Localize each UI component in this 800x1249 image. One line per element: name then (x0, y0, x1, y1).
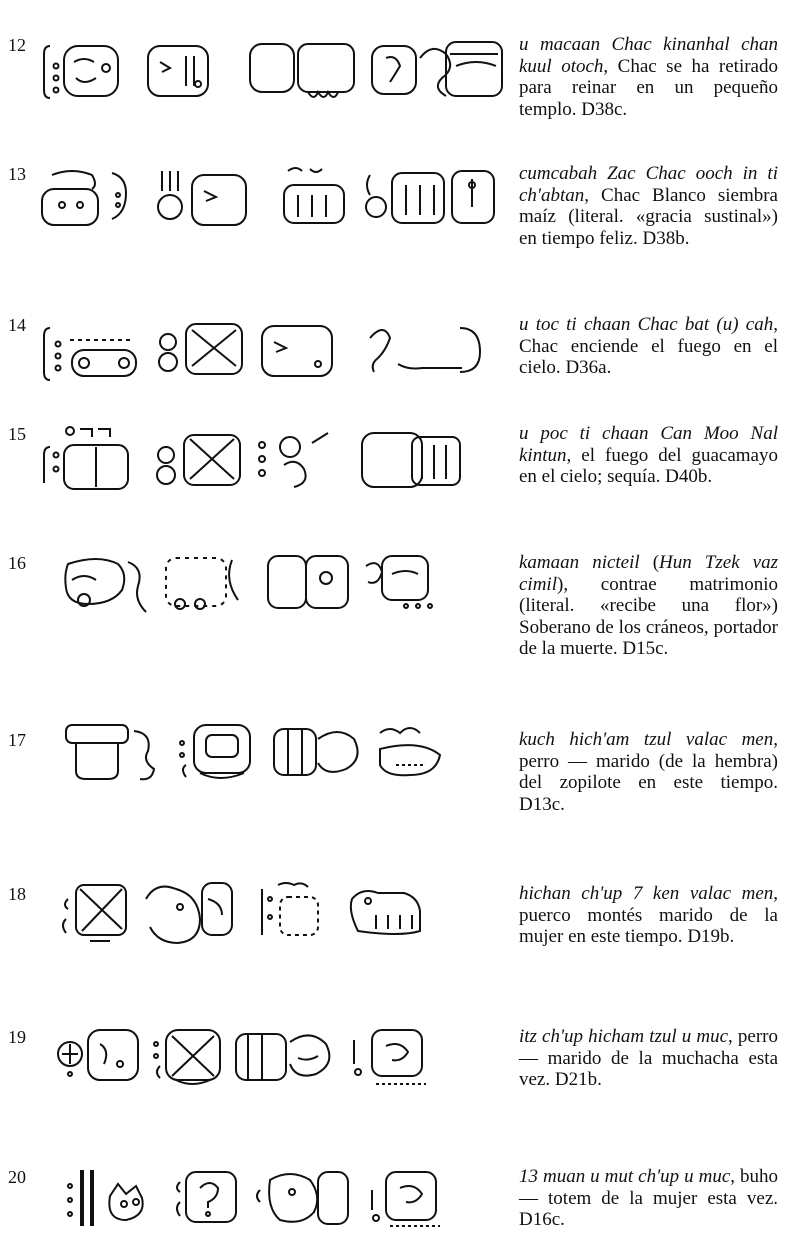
glyph-row (36, 318, 506, 390)
entry-text (519, 34, 778, 120)
maya-glyphs-illustration (36, 1024, 506, 1096)
codex-reference: D13c. (519, 793, 565, 815)
maya-glyphs-illustration (36, 425, 506, 497)
codex-reference: D15c. (622, 638, 669, 659)
entry-text (519, 883, 778, 948)
entry-text (519, 1026, 778, 1091)
mayan-phrase: 13 muan u mut ch'up u muc (519, 1166, 731, 1187)
entry-text (519, 729, 778, 815)
glyph-row (36, 879, 506, 951)
maya-glyphs-illustration (36, 719, 506, 791)
entry-number: 18 (8, 884, 26, 904)
entry-text (519, 1166, 778, 1231)
entry-text (519, 552, 778, 660)
codex-reference: D36a. (565, 357, 612, 378)
glyph-row (36, 425, 506, 497)
mayan-phrase-2: Hun Tzek vaz cimil (519, 552, 778, 595)
spanish-translation: , perro — marido de la muchacha esta vez. (519, 1026, 778, 1090)
entry-text (519, 163, 778, 249)
glyph-row (36, 719, 506, 791)
entry-text (519, 423, 778, 488)
codex-reference: D16c. (519, 1209, 565, 1230)
mayan-phrase: kamaan nicteil (519, 552, 640, 573)
entry-text (519, 314, 778, 379)
entry-number: 13 (8, 164, 26, 184)
maya-glyphs-illustration (36, 38, 506, 110)
spanish-translation: , perro — marido (de la hembra) del zopilote en este tiempo. (519, 729, 778, 793)
maya-glyphs-illustration (36, 318, 506, 390)
paren: ( (639, 552, 660, 573)
glyph-row (36, 38, 506, 110)
mayan-phrase: u toc ti chaan Chac bat (u) cah (519, 314, 774, 335)
entry-number: 19 (8, 1027, 26, 1047)
spanish-translation: , Chac Blanco siembra maíz (literal. «gracia sustinal») en tiempo feliz. (519, 184, 778, 249)
spanish-translation: ), contrae matrimonio (literal. «recibe una flor») Soberano de los cráneos, portador de la muerte. (519, 573, 778, 659)
entry-number: 12 (8, 35, 26, 55)
glyph-row (36, 550, 506, 622)
codex-reference: D40b. (665, 466, 713, 487)
maya-glyphs-illustration (36, 165, 506, 237)
entry-number: 17 (8, 730, 26, 750)
mayan-phrase: u macaan Chac kinanhal chan kuul otoch (519, 34, 778, 77)
mayan-phrase: u poc ti chaan Can Moo Nal kintun (519, 423, 778, 466)
mayan-phrase: kuch hich'am tzul valac men (519, 729, 774, 750)
codex-reference: D19b. (687, 926, 735, 947)
entry-number: 15 (8, 424, 26, 444)
entry-number: 20 (8, 1167, 26, 1187)
maya-glyphs-illustration (36, 550, 506, 622)
spanish-translation: , Chac enciende el fuego en el cielo. (519, 314, 778, 378)
mayan-phrase: hichan ch'up 7 ken valac men (519, 883, 774, 904)
codex-reference: D38b. (642, 227, 690, 249)
glyph-row (36, 1166, 506, 1238)
codex-reference: D21b. (554, 1069, 602, 1090)
codex-reference: D38c. (581, 98, 628, 120)
glyph-row (36, 165, 506, 237)
entry-number: 16 (8, 553, 26, 573)
glyph-row (36, 1024, 506, 1096)
spanish-translation: , Chac se ha retirado para reinar en un pequeño templo. (519, 55, 778, 120)
spanish-translation: , el fuego del guacamayo en el cielo; sequía. (519, 444, 778, 487)
mayan-phrase: cumcabah Zac Chac ooch in ti ch'abtan (519, 163, 778, 206)
maya-glyphs-illustration (36, 879, 506, 951)
spanish-translation: , puerco montés marido de la mujer en este tiempo. (519, 883, 778, 947)
mayan-phrase: itz ch'up hicham tzul u muc (519, 1026, 729, 1047)
entry-number: 14 (8, 315, 26, 335)
spanish-translation: , buho — totem de la mujer esta vez. (519, 1166, 778, 1209)
maya-glyphs-illustration (36, 1166, 506, 1238)
